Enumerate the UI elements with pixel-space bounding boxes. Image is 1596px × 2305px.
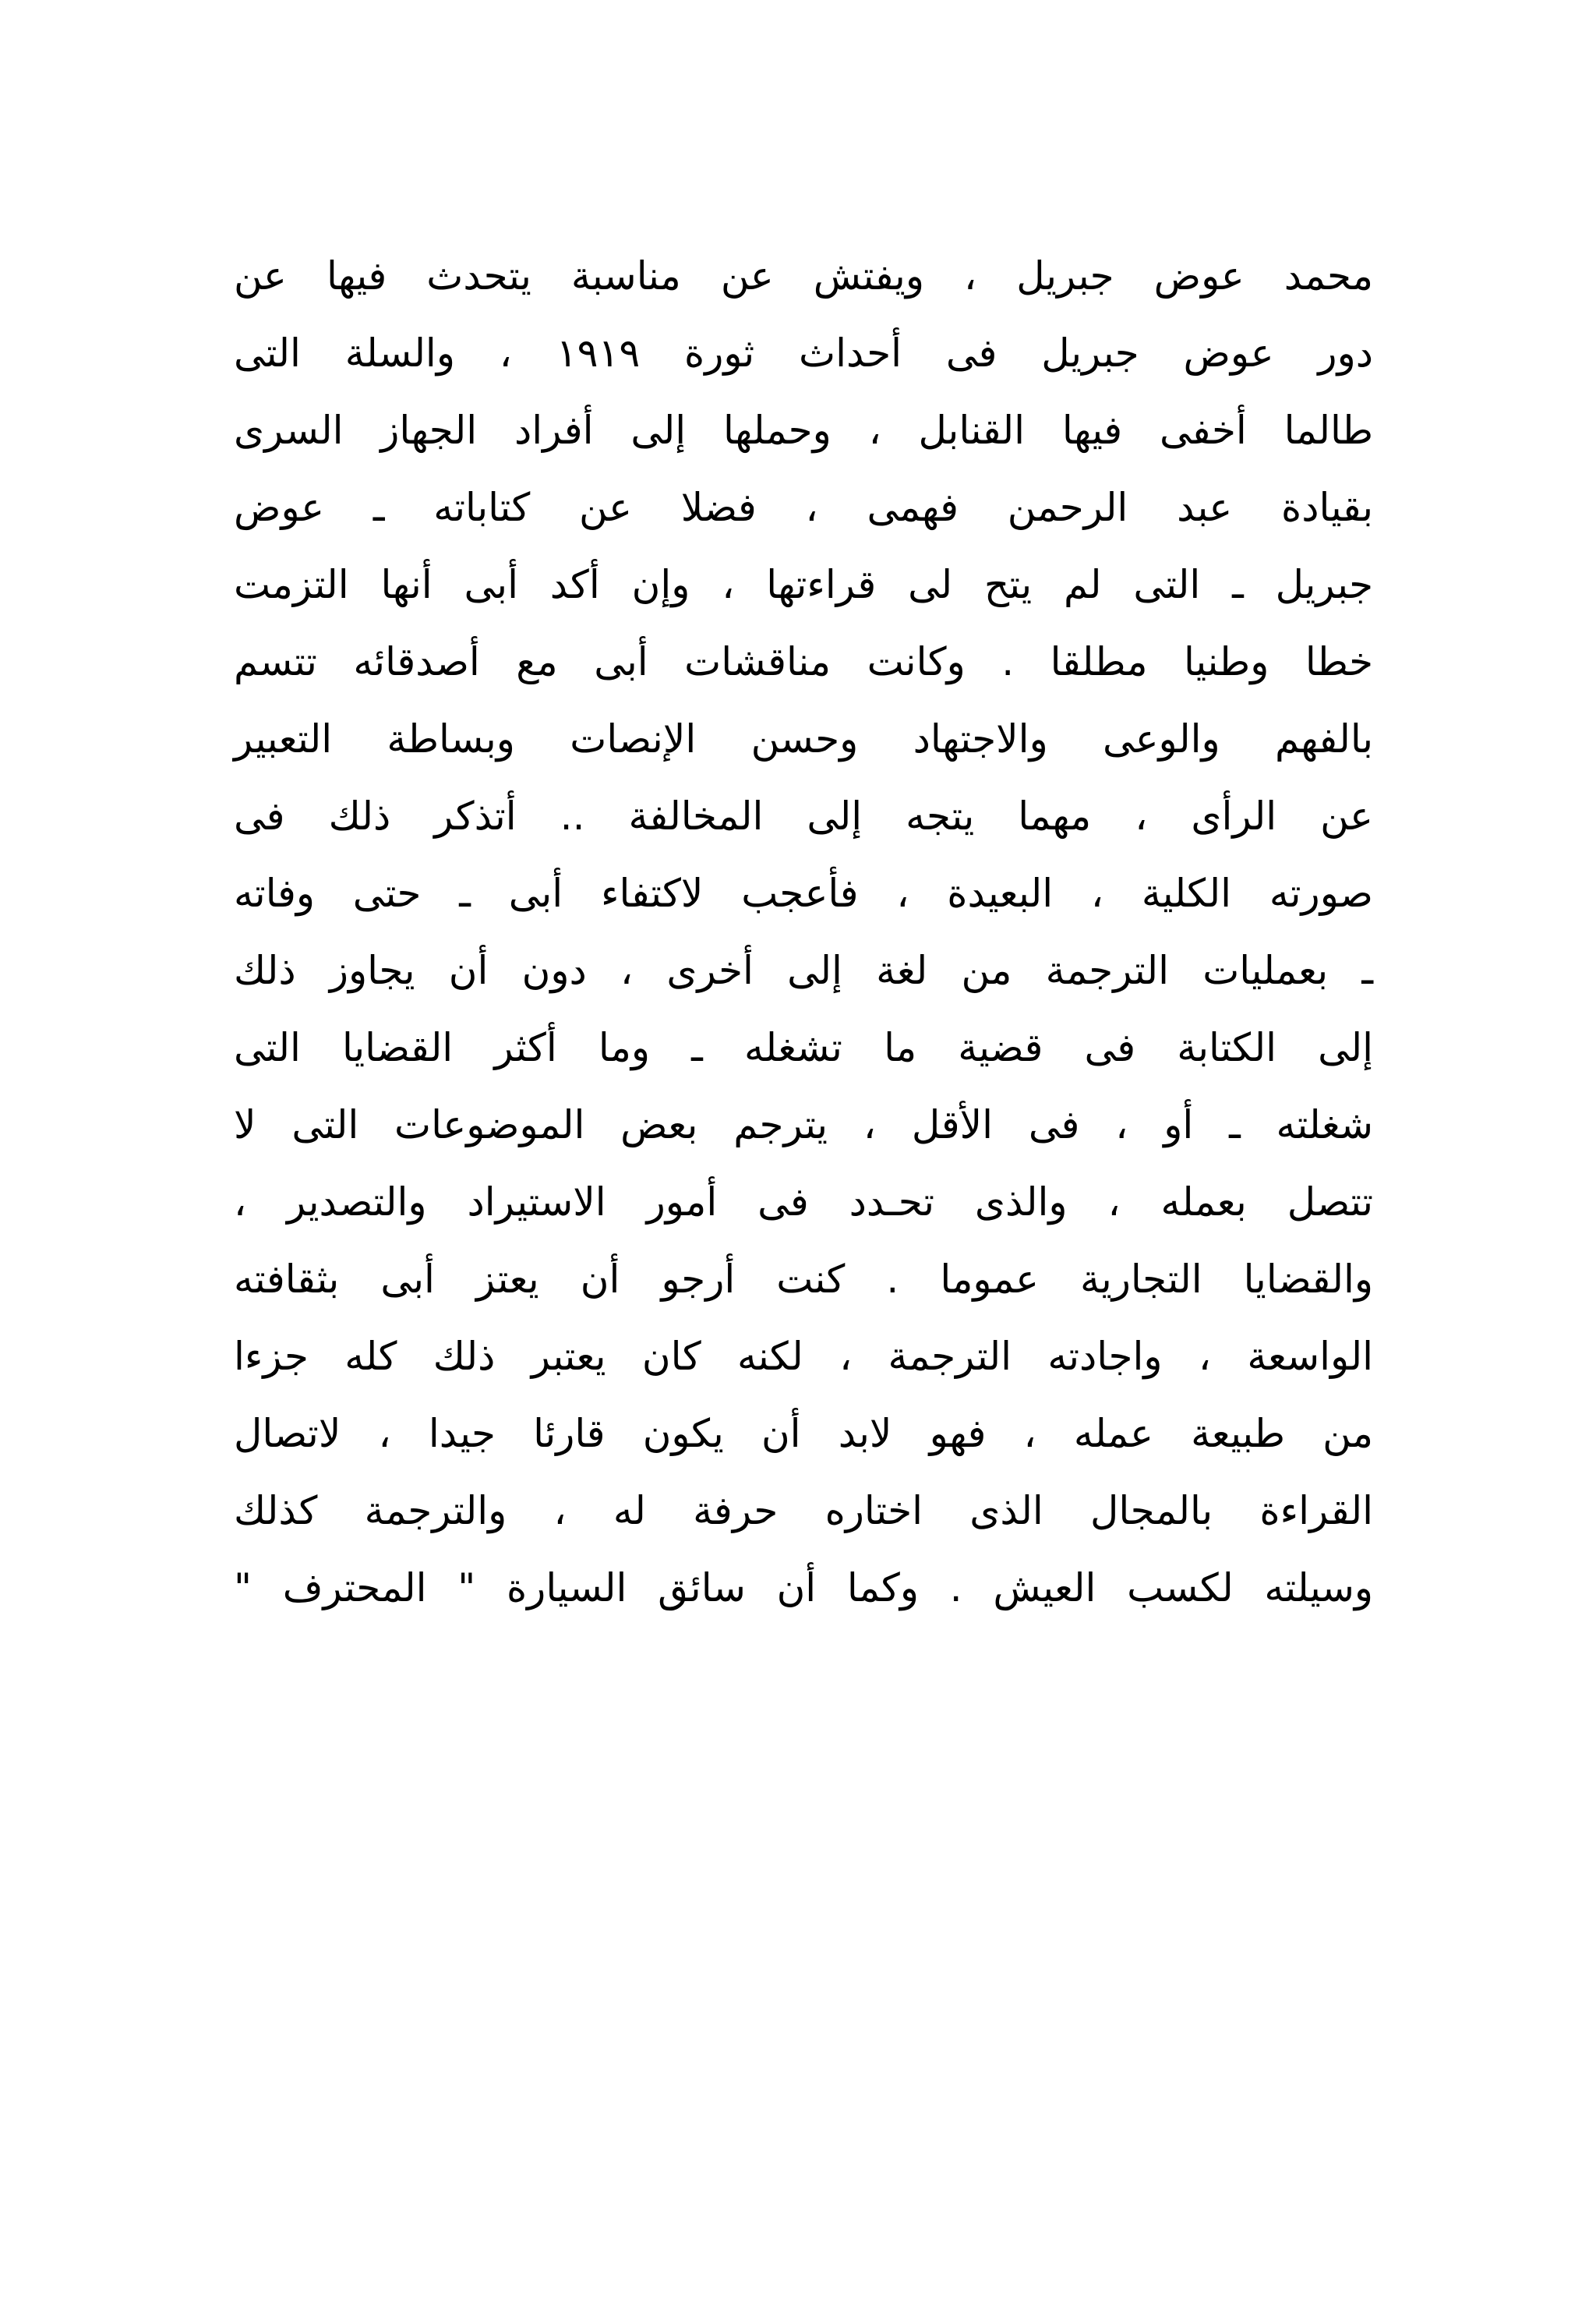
text-line-3: طالما أخفى فيها القنابل ، وحملها إلى أفراد الجهاز السرى [234,408,1373,453]
text-line-9: صورته الكلية ، البعيدة ، فأعجب لاكتفاء أبى ـ حتى وفاته [234,871,1373,916]
text-line-11: إلى الكتابة فى قضية ما تشغله ـ وما أكثر القضايا التى [234,1025,1373,1070]
text-line-7: بالفهم والوعى والاجتهاد وحسن الإنصات وبساطة التعبير [234,716,1373,762]
body-text [234,238,1373,1627]
text-line-1: محمد عوض جبريل ، ويفتش عن مناسبة يتحدث فيها عن [234,253,1373,299]
text-line-16: من طبيعة عمله ، فهو لابد أن يكون قارئا جيدا ، لاتصال [234,1411,1373,1456]
text-line-2: دور عوض جبريل فى أحداث ثورة ١٩١٩ ، والسلة التى [234,331,1373,376]
text-line-15: الواسعة ، واجادته الترجمة ، لكنه كان يعتبر ذلك كله جزءا [234,1334,1373,1379]
text-line-10: ـ بعمليات الترجمة من لغة إلى أخرى ، دون أن يجاوز ذلك [234,948,1373,993]
text-line-8: عن الرأى ، مهما يتجه إلى المخالفة .. أتذكر ذلك فى [234,794,1373,839]
text-line-6: خطا وطنيا مطلقا . وكانت مناقشات أبى مع أصدقائه تتسم [234,639,1373,684]
text-line-12: شغلته ـ أو ، فى الأقل ، يترجم بعض الموضوعات التى لا [234,1102,1373,1147]
text-line-13: تتصل بعمله ، والذى تحـدد فى أمور الاستيراد والتصدير ، [234,1179,1373,1225]
text-line-4: بقيادة عبد الرحمن فهمى ، فضلا عن كتاباته ـ عوض [234,485,1373,530]
text-line-14: والقضايا التجارية عموما . كنت أرجو أن يعتز أبى بثقافته [234,1257,1373,1302]
text-line-5: جبريل ـ التى لم يتح لى قراءتها ، وإن أكد أبى أنها التزمت [234,562,1373,607]
text-line-18: وسيلته لكسب العيش . وكما أن سائق السيارة " المحترف " [234,1565,1373,1610]
text-line-17: القراءة بالمجال الذى اختاره حرفة له ، والترجمة كذلك [234,1488,1373,1533]
